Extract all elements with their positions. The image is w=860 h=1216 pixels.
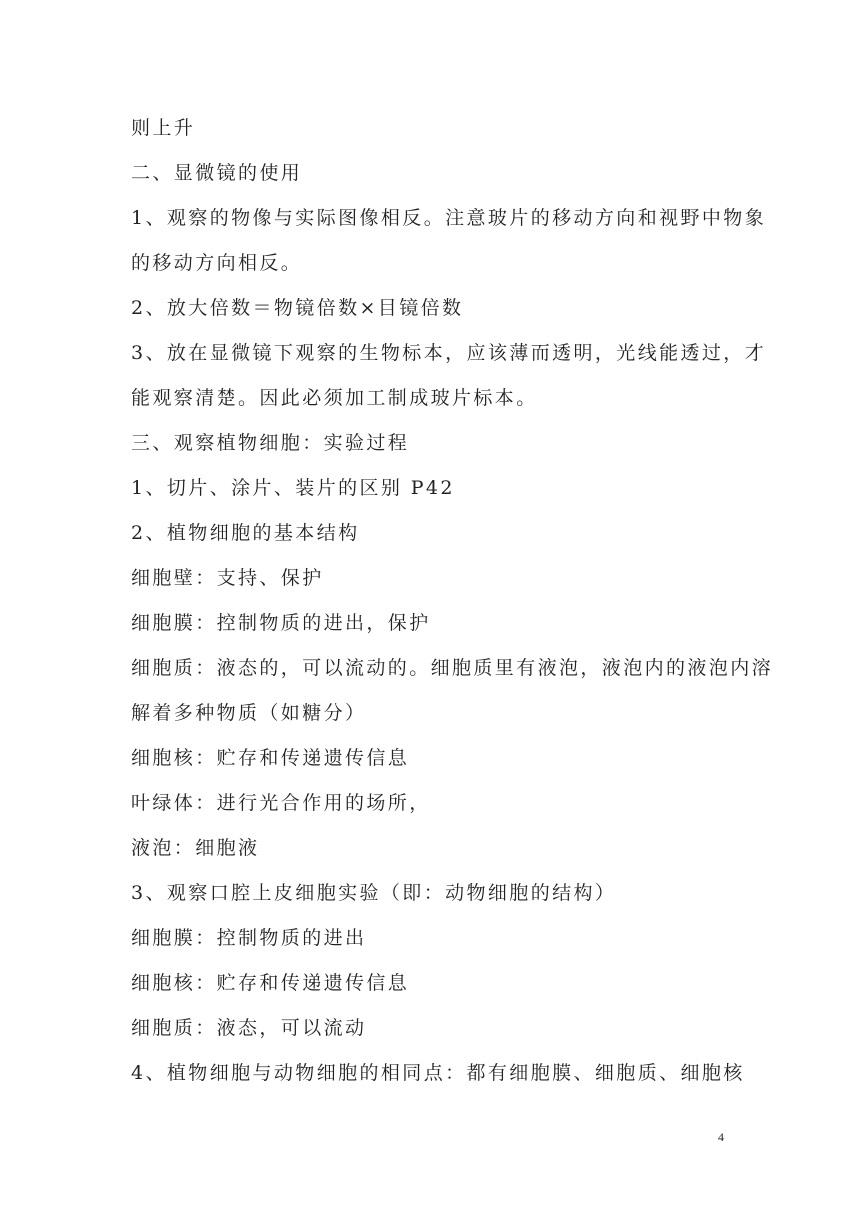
text-line: 2、放大倍数＝物镜倍数×目镜倍数 bbox=[131, 297, 464, 319]
text-line: 叶绿体：进行光合作用的场所， bbox=[131, 792, 431, 814]
text-line: 4、植物细胞与动物细胞的相同点：都有细胞膜、细胞质、细胞核 bbox=[131, 1062, 745, 1084]
text-line: 液泡：细胞液 bbox=[131, 837, 260, 859]
text-line: 则上升 bbox=[131, 117, 196, 139]
text-line: 细胞质：液态的，可以流动的。细胞质里有液泡，液泡内的液泡内溶 bbox=[131, 657, 774, 679]
section-heading: 二、显微镜的使用 bbox=[131, 162, 303, 184]
text-line: 3、观察口腔上皮细胞实验（即：动物细胞的结构） bbox=[131, 882, 617, 904]
text-line: 2、植物细胞的基本结构 bbox=[131, 522, 360, 544]
text-line: 细胞膜：控制物质的进出，保护 bbox=[131, 612, 431, 634]
text-line: 1、切片、涂片、装片的区别 P42 bbox=[131, 477, 455, 499]
text-line: 能观察清楚。因此必须加工制成玻片标本。 bbox=[131, 387, 538, 409]
text-line: 解着多种物质（如糖分） bbox=[131, 702, 367, 724]
text-line: 细胞壁：支持、保护 bbox=[131, 567, 324, 589]
section-heading: 三、观察植物细胞：实验过程 bbox=[131, 432, 410, 454]
text-line: 细胞质：液态，可以流动 bbox=[131, 1017, 367, 1039]
page-number: 4 bbox=[718, 1130, 724, 1144]
text-line: 1、观察的物像与实际图像相反。注意玻片的移动方向和视野中物象 bbox=[131, 207, 767, 229]
text-line: 3、放在显微镜下观察的生物标本，应该薄而透明，光线能透过，才 bbox=[131, 342, 767, 364]
text-line: 细胞膜：控制物质的进出 bbox=[131, 927, 367, 949]
text-line: 的移动方向相反。 bbox=[131, 252, 303, 274]
text-line: 细胞核：贮存和传递遗传信息 bbox=[131, 747, 410, 769]
text-line: 细胞核：贮存和传递遗传信息 bbox=[131, 972, 410, 994]
